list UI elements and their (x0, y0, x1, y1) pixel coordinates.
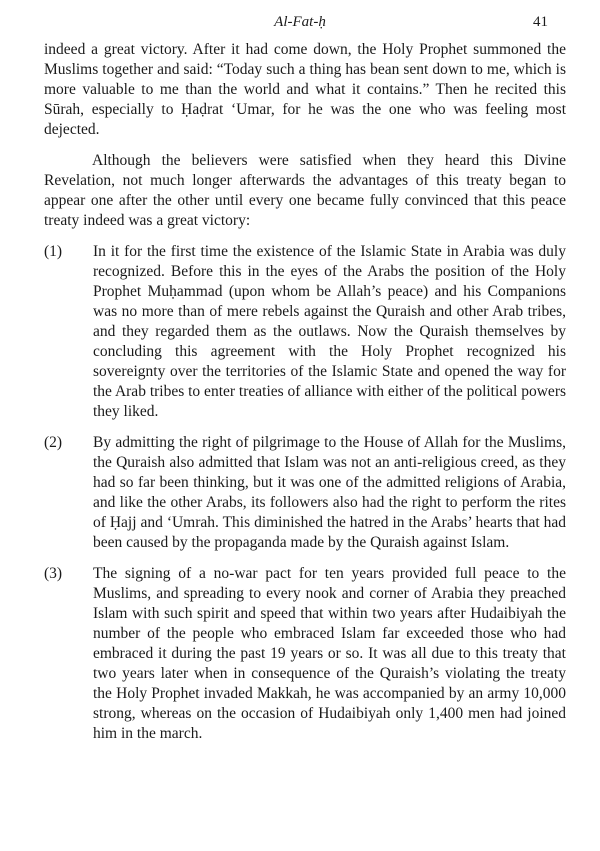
paragraph-intro: Although the believers were satisfied when they heard this Divine Revelation, not much longer afterwards the advantages of this treaty began to appear one after the other until every one became fully convinced that this peace treaty indeed was a great victory: (44, 152, 566, 229)
list-item-text: The signing of a no-war pact for ten years provided full peace to the Muslims, and spreading to every nook and corner of Arabia they preached Islam with such spirit and speed that within two years after Hudaibiyah the number of the people who embraced Islam far exceeded those who had embraced it during the past 19 years or so. It was all due to this treaty that two years later when in consequence of the Quraish’s violating the treaty the Holy Prophet invaded Makkah, he was accompanied by an army 10,000 strong, whereas on the occasion of Hudaibiyah only 1,400 men had joined him in the march. (93, 565, 566, 742)
numbered-list (44, 242, 566, 744)
list-item (44, 433, 566, 553)
running-title: Al-Fat-ḥ (274, 14, 326, 30)
list-item-number: (2) (44, 434, 63, 451)
body-text (44, 40, 566, 755)
list-item-text: In it for the first time the existence of the Islamic State in Arabia was duly recognized. Before this in the eyes of the Arabs the position of the Holy Prophet Muḥammad (upon whom be Allah’s peace) and his Companions was no more than of mere rebels against the Quraish and other Arab tribes, and they regarded them as the outlaws. Now the Quraish themselves by concluding this agreement with the Holy Prophet recognized his sovereignty over the territories of the Islamic State and opened the way for the Arab tribes to enter treaties of alliance with either of the political powers they liked. (93, 243, 567, 420)
page-number: 41 (533, 14, 548, 30)
list-item (44, 242, 566, 422)
list-item-text: By admitting the right of pilgrimage to the House of Allah for the Muslims, the Quraish also admitted that Islam was not an anti-religious creed, as they had so far been thinking, but it was one of the admitted religions of Arabia, and like the other Arabs, its followers also had the right to perform the rites of Ḥajj and ‘Umrah. This diminished the hatred in the Arabs’ hearts that had been caused by the propaganda made by the Quraish against Islam. (93, 434, 566, 551)
running-header (0, 14, 600, 34)
list-item (44, 564, 566, 744)
paragraph-continued: indeed a great victory. After it had come down, the Holy Prophet summoned the Muslims together and said: “Today such a thing has bean sent down to me, which is more valuable to me than the world and what it contains.” Then he recited this Sūrah, especially to Ḥaḍrat ‘Umar, for he was the one who was feeling most dejected. (44, 41, 566, 138)
list-item-number: (3) (44, 565, 63, 582)
list-item-number: (1) (44, 243, 63, 260)
